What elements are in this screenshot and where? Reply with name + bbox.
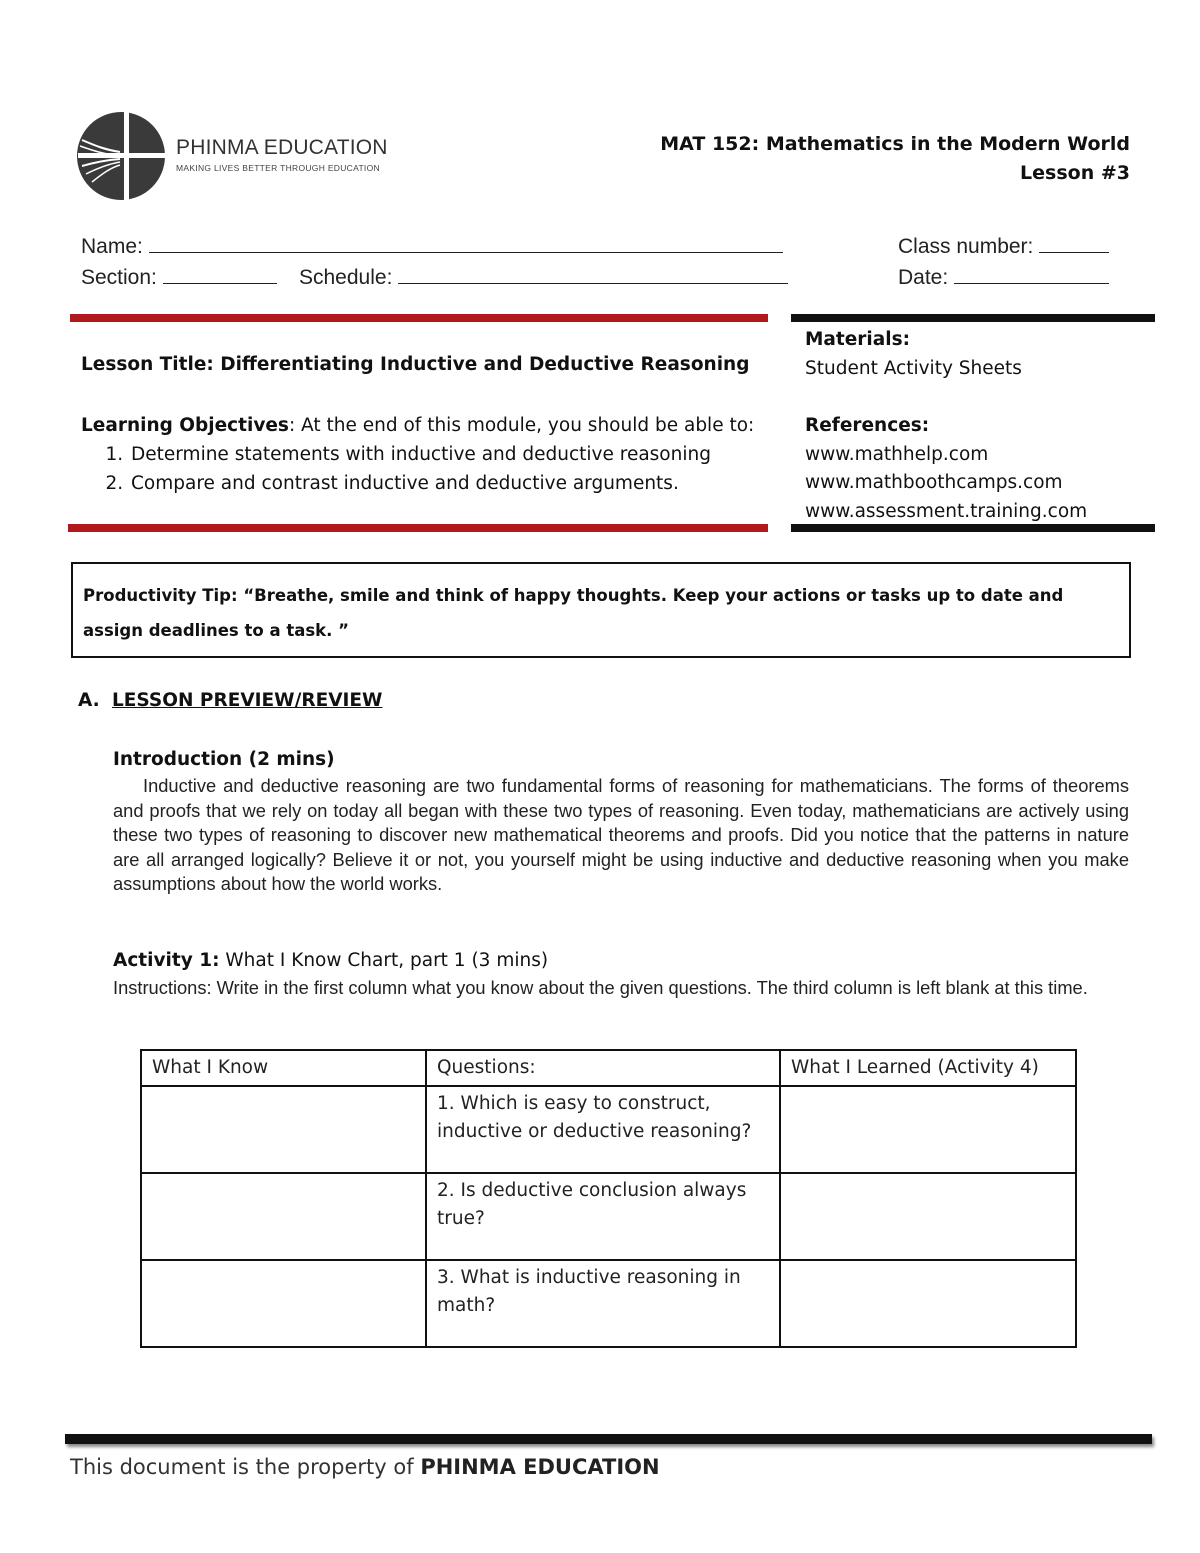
what-i-learned-cell[interactable] [780, 1086, 1076, 1173]
lesson-title-label: Lesson Title: [81, 354, 214, 375]
brand-name: PHINMA EDUCATION [176, 136, 388, 159]
top-black-divider [791, 314, 1155, 322]
lesson-title [81, 354, 749, 375]
tip-label: Productivity Tip: [83, 586, 238, 605]
column-header: What I Know [141, 1050, 426, 1086]
objectives-label: Learning Objectives [81, 415, 289, 436]
tip-text: “Breathe, smile and think of happy thoughts. Keep your actions or tasks up to date and assign deadlines to a task. ” [83, 586, 1064, 640]
table-row [141, 1086, 1076, 1173]
productivity-tip-box [71, 562, 1131, 658]
class-number-field[interactable] [898, 232, 1109, 259]
question-cell: 1. Which is easy to construct, inductive or deductive reasoning? [426, 1086, 780, 1173]
date-label: Date: [898, 266, 949, 289]
what-i-know-cell[interactable] [141, 1086, 426, 1173]
top-red-divider [70, 314, 768, 322]
activity-label: Activity 1: [113, 950, 220, 971]
course-title: MAT 152: Mathematics in the Modern World [660, 133, 1130, 155]
table-header-row [141, 1050, 1076, 1086]
reference-link[interactable]: www.assessment.training.com [805, 500, 1088, 522]
name-blank[interactable] [149, 232, 783, 253]
what-i-know-cell[interactable] [141, 1173, 426, 1260]
footer-owner: PHINMA EDUCATION [420, 1455, 660, 1479]
lesson-number: Lesson #3 [1020, 162, 1130, 184]
what-i-learned-cell[interactable] [780, 1173, 1076, 1260]
what-i-know-cell[interactable] [141, 1260, 426, 1347]
objectives-heading [81, 411, 754, 440]
question-cell: 2. Is deductive conclusion always true? [426, 1173, 780, 1260]
section-blank[interactable] [163, 263, 277, 284]
materials-label: Materials: [805, 329, 910, 350]
bottom-red-divider [68, 524, 768, 532]
objective-item: 1. Determine statements with inductive and deductive reasoning [129, 440, 754, 469]
question-cell: 3. What is inductive reasoning in math? [426, 1260, 780, 1347]
productivity-tip [83, 578, 1089, 648]
name-field[interactable] [81, 232, 783, 259]
schedule-blank[interactable] [398, 263, 788, 284]
schedule-field[interactable] [299, 263, 788, 290]
learning-objectives [81, 411, 754, 498]
what-i-know-chart [140, 1049, 1077, 1348]
activity-instructions: Instructions: Write in the first column what you know about the given questions. The third column is left blank at this time. [113, 977, 1088, 998]
objectives-intro: : At the end of this module, you should be able to: [288, 415, 755, 436]
date-field[interactable] [898, 263, 1109, 290]
date-blank[interactable] [954, 263, 1109, 284]
activity-title: What I Know Chart, part 1 (3 mins) [225, 950, 549, 971]
section-letter: A. [78, 690, 100, 711]
column-header: Questions: [426, 1050, 780, 1086]
course-header [660, 130, 1130, 188]
objective-item: 2. Compare and contrast inductive and deductive arguments. [129, 469, 754, 498]
section-heading [78, 690, 382, 711]
materials-references-panel [805, 326, 1087, 526]
class-number-label: Class number: [898, 235, 1034, 258]
section-label: Section: [81, 266, 157, 289]
section-field[interactable] [81, 263, 277, 290]
column-header: What I Learned (Activity 4) [780, 1050, 1076, 1086]
reference-link[interactable]: www.mathboothcamps.com [805, 472, 1063, 493]
materials-item: Student Activity Sheets [805, 357, 1022, 379]
introduction-body: Inductive and deductive reasoning are two fundamental forms of reasoning for mathematicians. The forms of theorems and proofs that we rely on today all began with these two types of reasoning. Even today, mathematicians are actively using these two types of reasoning to discover new mathematical theorems and proofs. Did you notice that the patterns in nature are all arranged logically? Believe it or not, you yourself might be using inductive and deductive reasoning when you make assumptions about how the world works. [113, 775, 1129, 894]
class-number-blank[interactable] [1039, 232, 1109, 253]
footer-text: This document is the property of [70, 1455, 414, 1479]
section-title: LESSON PREVIEW/REVIEW [112, 690, 383, 711]
table-row [141, 1260, 1076, 1347]
schedule-label: Schedule: [299, 266, 393, 289]
activity-heading [113, 950, 548, 971]
introduction-heading: Introduction (2 mins) [113, 749, 335, 770]
brand-tagline: MAKING LIVES BETTER THROUGH EDUCATION [176, 163, 380, 173]
footer [70, 1455, 660, 1479]
what-i-learned-cell[interactable] [780, 1260, 1076, 1347]
reference-link[interactable]: www.mathhelp.com [805, 443, 989, 465]
footer-divider [65, 1434, 1152, 1444]
table-row [141, 1173, 1076, 1260]
objectives-list [81, 440, 754, 498]
lesson-title-text: Differentiating Inductive and Deductive Reasoning [220, 354, 750, 375]
references-label: References: [805, 415, 930, 436]
name-label: Name: [81, 235, 143, 258]
